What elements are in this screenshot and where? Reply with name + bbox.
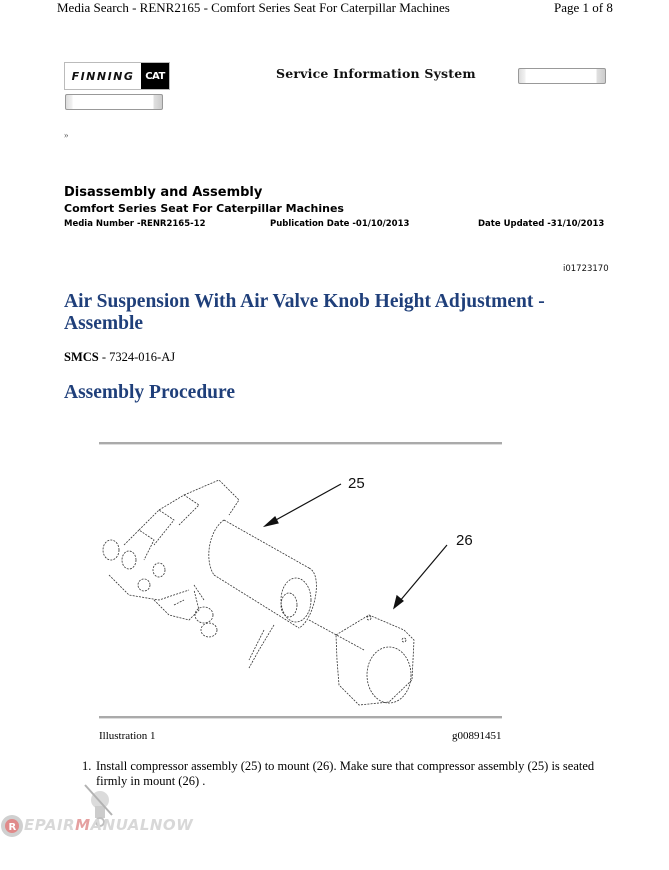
page-title: Air Suspension With Air Valve Knob Height Adjustment - Assemble [64,291,545,334]
callout-label-25: 25 [348,475,365,492]
smcs-value: - 7324-016-AJ [98,350,176,364]
page-number: Page 1 of 8 [554,0,613,15]
watermark-r: R [8,822,17,833]
cat-logo-text: CAT [141,63,169,89]
document-type: Disassembly and Assembly [64,185,263,200]
step-number: 1. [82,759,92,773]
finning-logo-text: FINNING [71,69,135,83]
nav-button-left[interactable] [65,94,163,110]
image-id: i01723170 [563,264,609,274]
watermark-logo [0,780,210,850]
callout-arrows [265,484,447,608]
watermark-text-b: M [75,816,91,834]
smcs-code [64,350,175,365]
small-arrow-icon: » [64,130,69,140]
media-number: Media Number -RENR2165-12 [64,219,206,229]
watermark-text-a: EPAIR [24,816,76,834]
page-header-title: Media Search - RENR2165 - Comfort Series Seat For Caterpillar Machines [57,0,450,15]
watermark-text-c: ANUALNOW [90,816,194,834]
arrowhead-26 [394,596,403,608]
publication-date: Publication Date -01/10/2013 [270,219,410,229]
mount-drawing [336,615,414,705]
nav-button-right[interactable] [518,68,606,84]
date-updated: Date Updated -31/10/2013 [478,219,605,229]
callout-label-26: 26 [456,532,473,549]
watermark-text [24,816,193,834]
document-subtitle: Comfort Series Seat For Caterpillar Machines [64,202,344,215]
step-text: Install compressor assembly (25) to mount (26). Make sure that compressor assembly (25) is seated firmly in mount (26) . [96,759,595,788]
finning-cat-logo[interactable] [64,62,170,90]
illustration-code: g00891451 [452,730,502,742]
illustration-compressor-assembly [99,450,509,712]
arrowhead-25 [265,517,278,526]
illustration-top-divider [99,442,502,445]
repair-gear-icon [1,815,23,837]
illustration-bottom-divider [99,716,502,719]
compressor-drawing [103,480,364,668]
system-title: Service Information System [276,66,476,81]
smcs-label: SMCS [64,350,99,364]
illustration-label: Illustration 1 [99,730,156,742]
callout-arrow-26 [394,545,447,608]
section-title: Assembly Procedure [64,382,235,403]
